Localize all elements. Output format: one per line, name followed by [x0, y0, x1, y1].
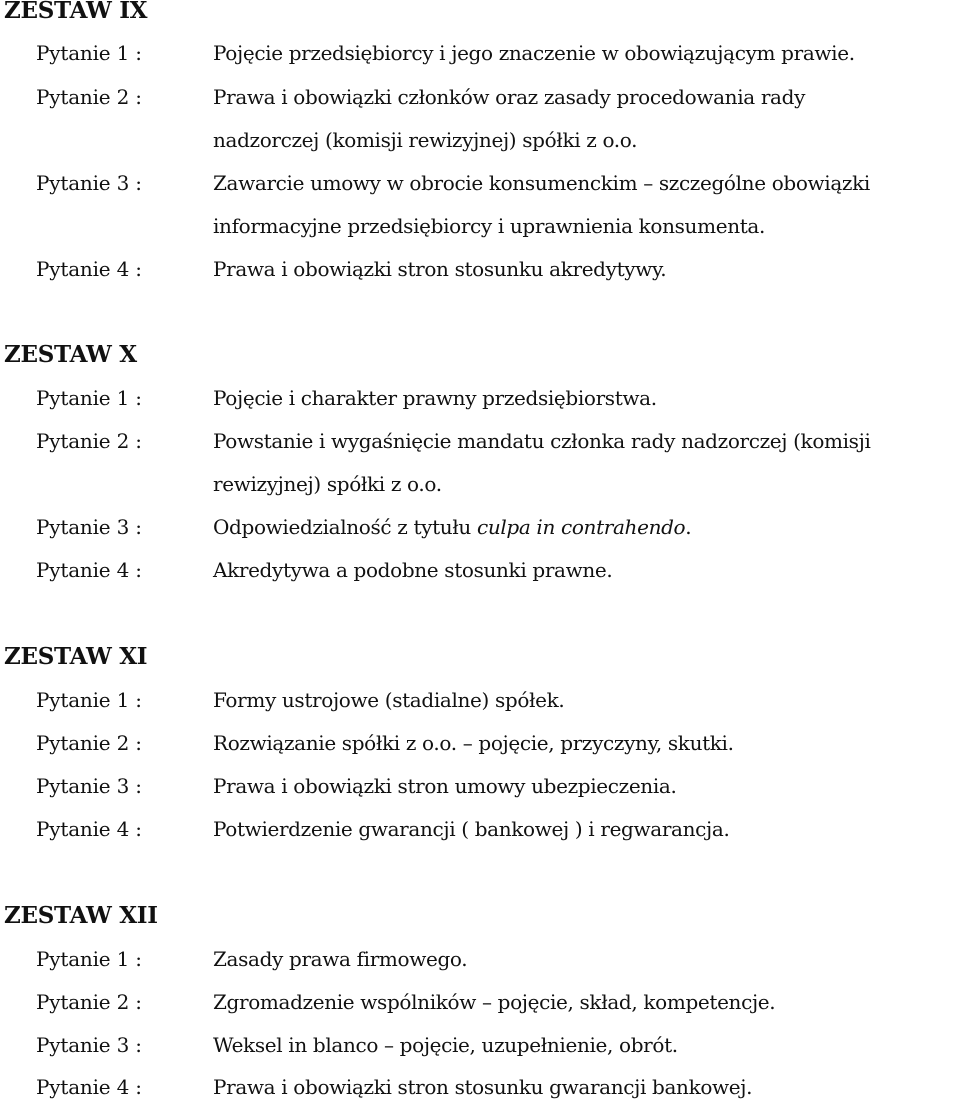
question-label: Pytanie 4 :: [36, 1075, 142, 1099]
question-label: Pytanie 3 :: [36, 774, 142, 798]
question-label: Pytanie 4 :: [36, 817, 142, 841]
question-text: [213, 513, 691, 541]
question-label: Pytanie 3 :: [36, 515, 142, 539]
question-text: Zgromadzenie wspólników – pojęcie, skład, kompetencje.: [213, 990, 776, 1014]
question-text: Prawa i obowiązki członków oraz zasady procedowania rady: [213, 85, 806, 109]
question-label: Pytanie 4 :: [36, 257, 142, 281]
question-text: Prawa i obowiązki stron stosunku akredytywy.: [213, 257, 667, 281]
question-label: Pytanie 2 :: [36, 85, 142, 109]
question-label: Pytanie 4 :: [36, 558, 142, 582]
question-text: Pojęcie i charakter prawny przedsiębiorstwa.: [213, 386, 657, 410]
question-text: Rozwiązanie spółki z o.o. – pojęcie, przyczyny, skutki.: [213, 731, 734, 755]
question-text-plain: Odpowiedzialność z tytułu: [213, 515, 477, 539]
question-label: Pytanie 1 :: [36, 688, 142, 712]
question-text-continued: nadzorczej (komisji rewizyjnej) spółki z o.o.: [213, 128, 638, 152]
question-text: Zawarcie umowy w obrocie konsumenckim – szczególne obowiązki: [213, 171, 870, 195]
question-label: Pytanie 2 :: [36, 990, 142, 1014]
question-text: Powstanie i wygaśnięcie mandatu członka rady nadzorczej (komisji: [213, 429, 871, 453]
question-label: Pytanie 2 :: [36, 731, 142, 755]
question-text: Pojęcie przedsiębiorcy i jego znaczenie w obowiązującym prawie.: [213, 41, 855, 65]
question-text-continued: informacyjne przedsiębiorcy i uprawnienia konsumenta.: [213, 214, 765, 238]
question-text: Potwierdzenie gwarancji ( bankowej ) i regwarancja.: [213, 817, 730, 841]
question-text: Prawa i obowiązki stron umowy ubezpieczenia.: [213, 774, 677, 798]
question-text: Akredytywa a podobne stosunki prawne.: [213, 558, 613, 582]
question-text: Zasady prawa firmowego.: [213, 947, 468, 971]
question-label: Pytanie 1 :: [36, 41, 142, 65]
question-text-continued: rewizyjnej) spółki z o.o.: [213, 472, 442, 496]
question-text-suffix: .: [685, 515, 692, 539]
question-label: Pytanie 1 :: [36, 386, 142, 410]
set-heading: ZESTAW IX: [4, 0, 148, 24]
question-text-italic: culpa in contrahendo: [476, 515, 686, 539]
set-heading: ZESTAW XI: [4, 643, 148, 670]
question-text: Prawa i obowiązki stron stosunku gwarancji bankowej.: [213, 1075, 753, 1099]
question-label: Pytanie 3 :: [36, 1033, 142, 1057]
question-text: Weksel in blanco – pojęcie, uzupełnienie, obrót.: [213, 1033, 678, 1057]
question-label: Pytanie 2 :: [36, 429, 142, 453]
set-heading: ZESTAW X: [4, 341, 137, 368]
question-text: Formy ustrojowe (stadialne) spółek.: [213, 688, 565, 712]
set-heading: ZESTAW XII: [4, 902, 158, 929]
question-label: Pytanie 1 :: [36, 947, 142, 971]
question-label: Pytanie 3 :: [36, 171, 142, 195]
